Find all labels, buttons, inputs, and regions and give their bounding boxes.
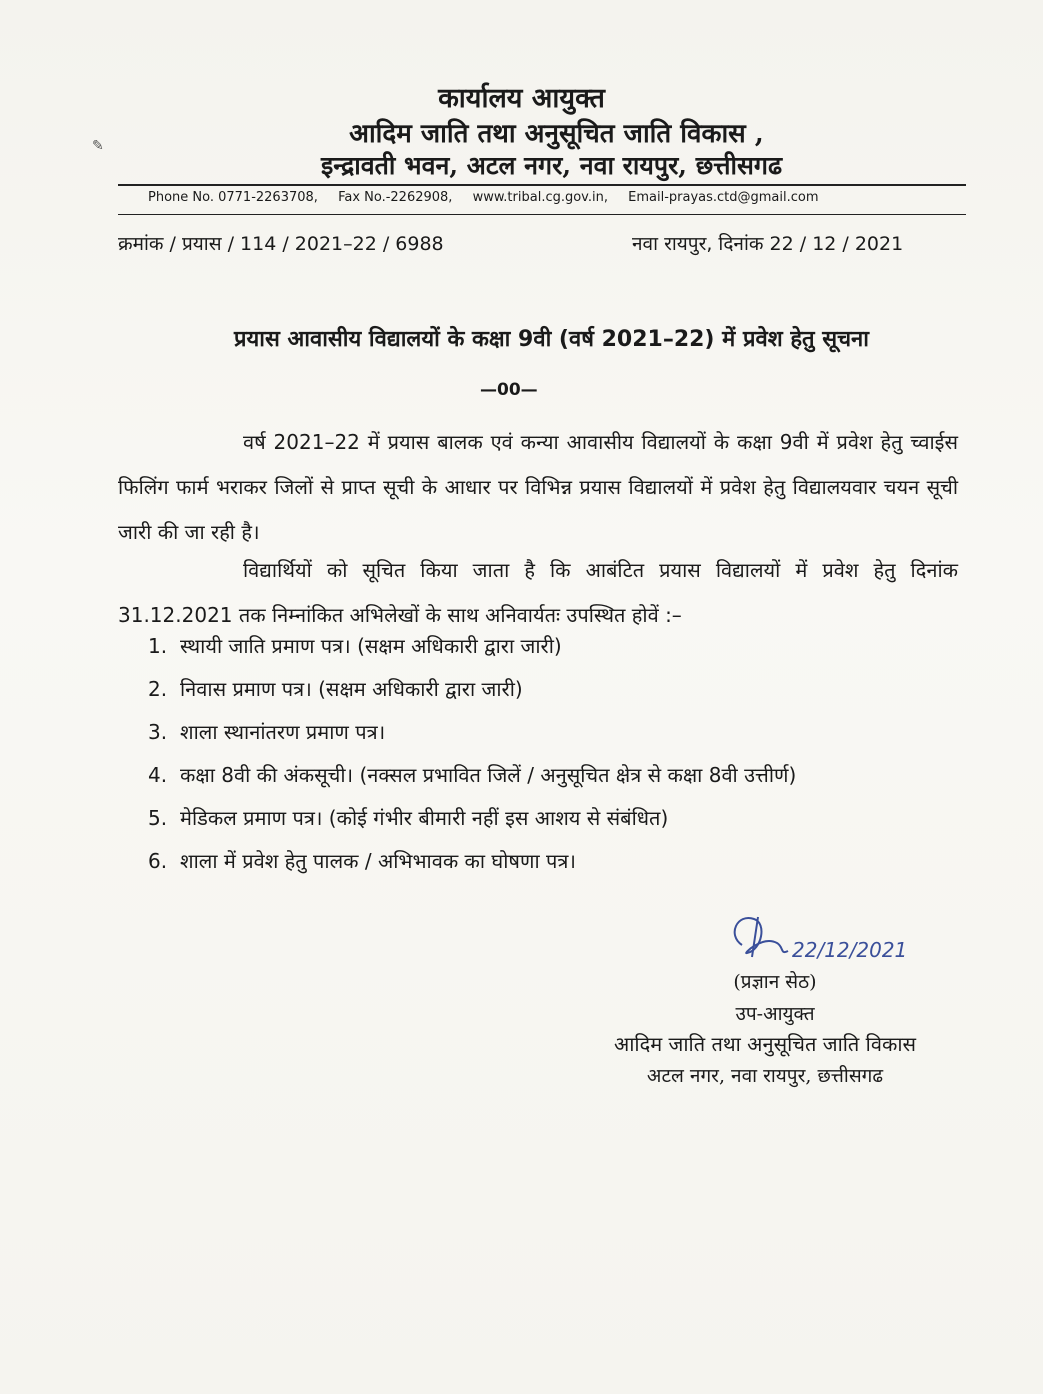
item-text: मेडिकल प्रमाण पत्र। (कोई गंभीर बीमारी नहीं इस आशय से संबंधित): [180, 806, 669, 830]
item-text: शाला में प्रवेश हेतु पालक / अभिभावक का घोषणा पत्र।: [180, 849, 576, 873]
item-number: 4.: [148, 763, 168, 787]
divider-mark: —00—: [480, 380, 538, 400]
header-rule-bottom: [118, 214, 966, 215]
item-text: शाला स्थानांतरण प्रमाण पत्र।: [180, 720, 386, 744]
list-item: [148, 632, 938, 675]
signature-date: 22/12/2021: [792, 938, 908, 962]
reference-number: क्रमांक / प्रयास / 114 / 2021–22 / 6988: [118, 233, 444, 255]
department-title: आदिम जाति तथा अनुसूचित जाति विकास ,: [349, 119, 764, 149]
margin-mark-icon: ✎: [92, 138, 104, 154]
body-paragraph-2: विद्यार्थियों को सूचित किया जाता है कि आबंटित प्रयास विद्यालयों में प्रवेश हेतु दिनांक 31.12.2021 तक निम्नांकित अभिलेखों के साथ अनिवार्यतः उपस्थित होवें :–: [118, 558, 958, 627]
item-text: निवास प्रमाण पत्र। (सक्षम अधिकारी द्वारा जारी): [180, 677, 523, 701]
list-item: [148, 847, 938, 890]
signatory-address: अटल नगर, नवा रायपुर, छत्तीसगढ: [646, 1065, 884, 1087]
item-text: कक्षा 8वी की अंकसूची। (नक्सल प्रभावित जिलें / अनुसूचित क्षेत्र से कक्षा 8वी उत्तीर्ण): [180, 763, 797, 787]
website: www.tribal.cg.gov.in,: [472, 190, 608, 205]
header-rule-top: [118, 184, 966, 186]
phone-number: Phone No. 0771-2263708,: [148, 190, 318, 205]
item-text: स्थायी जाति प्रमाण पत्र। (सक्षम अधिकारी द्वारा जारी): [180, 634, 562, 658]
signatory-designation: उप-आयुक्त: [735, 1003, 815, 1025]
list-item: [148, 718, 938, 761]
office-address: इन्द्रावती भवन, अटल नगर, नवा रायपुर, छत्तीसगढ: [320, 151, 783, 180]
item-number: 2.: [148, 677, 168, 701]
handwritten-signature: [722, 905, 962, 975]
email-address: Email-prayas.ctd@gmail.com: [628, 190, 819, 205]
list-item: [148, 804, 938, 847]
document-list: [148, 632, 938, 890]
signatory-name: (प्रज्ञान सेठ): [733, 971, 817, 993]
fax-number: Fax No.-2262908,: [338, 190, 453, 205]
item-number: 5.: [148, 806, 168, 830]
item-number: 6.: [148, 849, 168, 873]
list-item: [148, 761, 938, 804]
list-item: [148, 675, 938, 718]
body-paragraph-1: वर्ष 2021–22 में प्रयास बालक एवं कन्या आवासीय विद्यालयों के कक्षा 9वी में प्रवेश हेतु च्वाईस फिलिंग फार्म भराकर जिलों से प्राप्त सूची के आधार पर विभिन्न प्रयास विद्यालयों में प्रवेश हेतु विद्यालयवार चयन सूची जारी की जा रही है।: [118, 430, 958, 544]
item-number: 3.: [148, 720, 168, 744]
signatory-department: आदिम जाति तथा अनुसूचित जाति विकास: [613, 1032, 917, 1056]
item-number: 1.: [148, 634, 168, 658]
subject-line: प्रयास आवासीय विद्यालयों के कक्षा 9वी (वर्ष 2021–22) में प्रवेश हेतु सूचना: [234, 327, 869, 352]
office-title: कार्यालय आयुक्त: [438, 83, 605, 114]
place-date: नवा रायपुर, दिनांक 22 / 12 / 2021: [632, 233, 904, 255]
contact-line: [148, 190, 835, 205]
